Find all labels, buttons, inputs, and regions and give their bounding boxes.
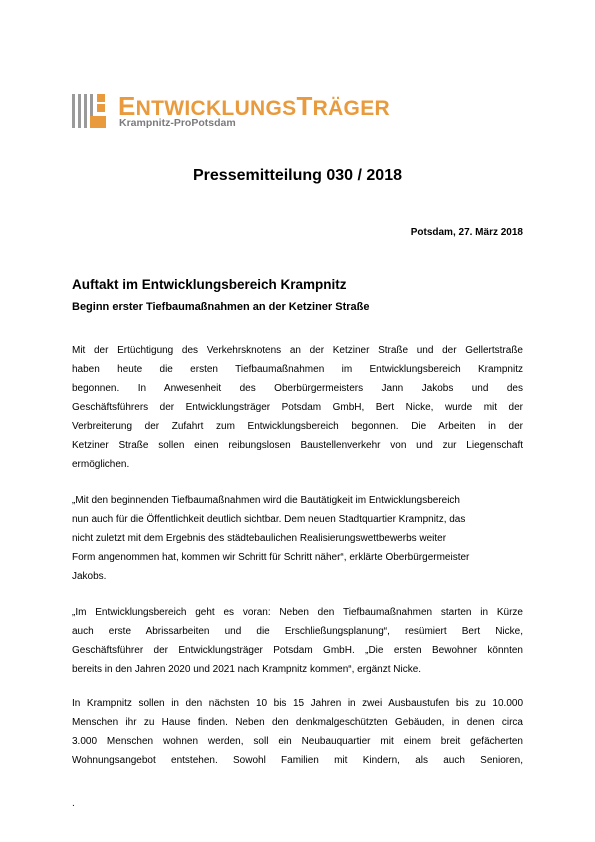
paragraph-line: Wohnungsangebot entstehen. Sowohl Familien mit Kindern, als auch Senioren,	[72, 755, 523, 766]
body-paragraph	[72, 491, 523, 586]
subheadline: Beginn erster Tiefbaumaßnahmen an der Ketziner Straße	[72, 301, 370, 313]
paragraph-line: Jakobs.	[72, 571, 107, 582]
footer-mark: .	[72, 798, 75, 809]
date-line: Potsdam, 27. März 2018	[410, 227, 523, 238]
logo	[72, 90, 392, 130]
paragraph-line: „Im Entwicklungsbereich geht es voran: Neben den Tiefbaumaßnahmen starten in Kürze	[72, 607, 523, 618]
paragraph-line: „Mit den beginnenden Tiefbaumaßnahmen wird die Bautätigkeit im Entwicklungsbereich	[72, 495, 460, 506]
logo-square	[97, 94, 105, 102]
logo-bar	[72, 94, 75, 128]
headline: Auftakt im Entwicklungsbereich Krampnitz	[72, 277, 347, 292]
paragraph-line: Verbreiterung der Zufahrt zum Entwicklungsbereich begonnen. Die Arbeiten in der	[72, 421, 523, 432]
body-paragraph	[72, 341, 523, 474]
paragraph-line: bereits in den Jahren 2020 und 2021 nach Krampnitz kommen“, ergänzt Nicke.	[72, 664, 422, 675]
paragraph-line: nicht zuletzt mit dem Ergebnis des städtebaulichen Realisierungswettbewerbs weiter	[72, 533, 447, 544]
paragraph-line: ermöglichen.	[72, 459, 130, 470]
paragraph-line: Menschen ihr zu Hause finden. Neben den denkmalgeschützten Gebäuden, in denen circa	[72, 717, 523, 728]
paragraph-line: Geschäftsführers der Entwicklungsträger Potsdam GmbH, Bert Nicke, wurde mit der	[72, 402, 523, 413]
body-paragraph	[72, 694, 523, 770]
paragraph-line: haben heute die ersten Tiefbaumaßnahmen im Entwicklungsbereich Krampnitz	[72, 364, 523, 375]
logo-square	[90, 116, 106, 128]
logo-bar	[84, 94, 87, 128]
paragraph-line: 3.000 Menschen wohnen werden, soll ein Neubauquartier mit einem breit gefächerten	[72, 736, 523, 747]
paragraph-line: auch erste Abrissarbeiten und die Erschließungsplanung“, resümiert Bert Nicke,	[72, 626, 523, 637]
paragraph-line: Mit der Ertüchtigung des Verkehrsknotens an der Ketziner Straße und der Gellertstraße	[72, 345, 523, 356]
paragraph-line: Geschäftsführer der Entwicklungsträger Potsdam GmbH. „Die ersten Bewohner könnten	[72, 645, 523, 656]
paragraph-line: In Krampnitz sollen in den nächsten 10 bis 15 Jahren in zwei Ausbaustufen bis zu 10.000	[72, 698, 523, 709]
logo-wordmark: ENTWICKLUNGSTRÄGER	[118, 91, 390, 121]
page-title: Pressemitteilung 030 / 2018	[193, 167, 402, 184]
paragraph-line: nun auch für die Öffentlichkeit deutlich sichtbar. Dem neuen Stadtquartier Krampnitz, das	[72, 514, 466, 525]
body-paragraph	[72, 603, 523, 679]
paragraph-line: Ketziner Straße sollen einen reibungslosen Baustellenverkehr von und zur Liegenschaft	[72, 440, 523, 451]
logo-bar	[78, 94, 81, 128]
paragraph-line: Form angenommen hat, kommen wir Schritt für Schritt näher“, erklärte Oberbürgermeister	[72, 552, 470, 563]
logo-square	[97, 104, 105, 112]
logo-mark-icon	[72, 90, 108, 130]
logo-subtitle: Krampnitz-ProPotsdam	[119, 117, 236, 129]
paragraph-line: begonnen. In Anwesenheit des Oberbürgermeisters Jann Jakobs und des	[72, 383, 523, 394]
